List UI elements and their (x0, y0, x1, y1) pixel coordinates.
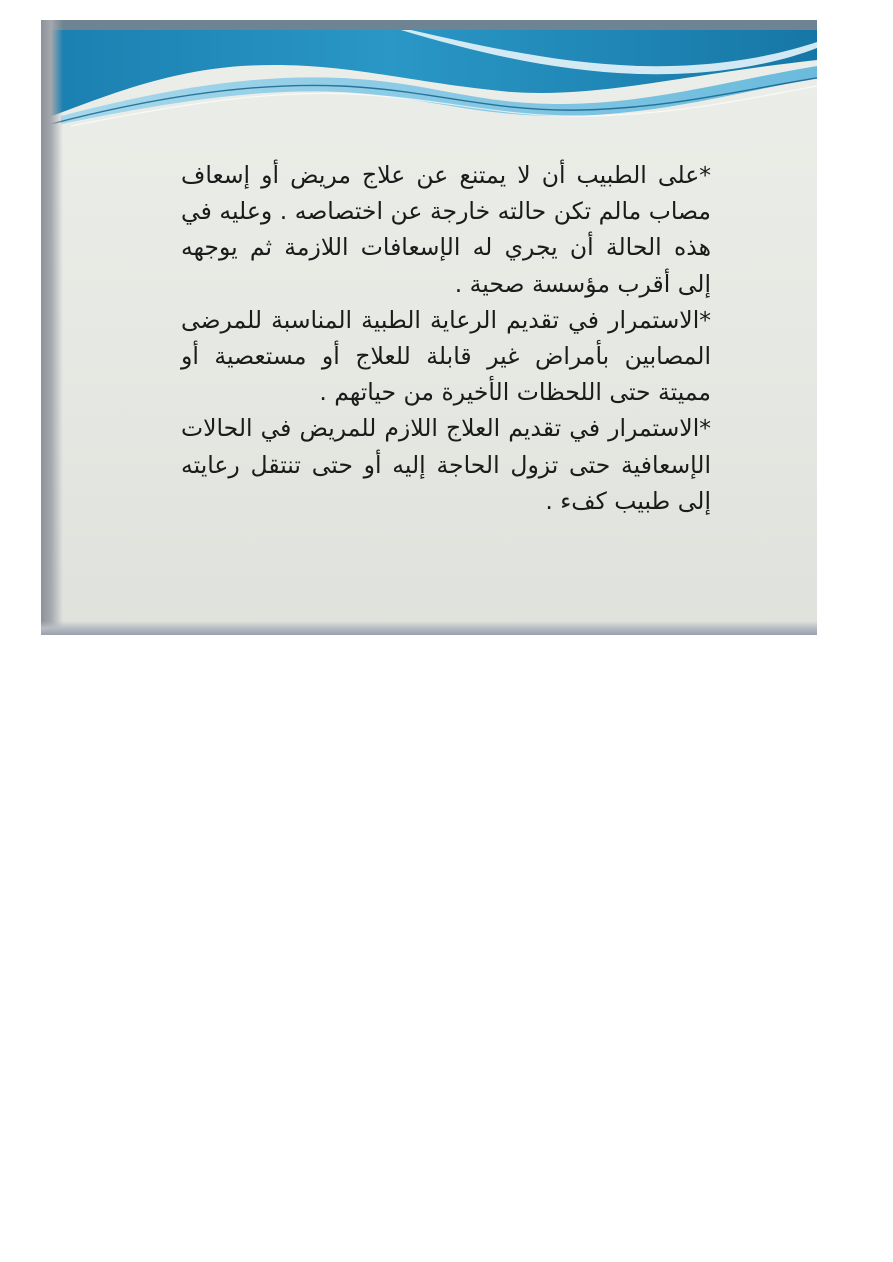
slide-photo (41, 20, 817, 635)
paragraph-3: *الاستمرار في تقديم العلاج اللازم للمريض في الحالات الإسعافية حتى تزول الحاجة إليه أو حتى تنتقل رعايته إلى طبيب كفء . (181, 414, 711, 515)
header-swoosh-graphic (41, 20, 817, 140)
paragraph-1: *على الطبيب أن لا يمتنع عن علاج مريض أو إسعاف مصاب مالم تكن حالته خارجة عن اختصاصه . وعليه في هذه الحالة أن يجري له الإسعافات اللازمة ثم يوجهه إلى أقرب مؤسسة صحية . (181, 161, 711, 298)
paragraph-2: *الاستمرار في تقديم الرعاية الطبية المناسبة للمرضى المصابين بأمراض غير قابلة للعلاج أو مستعصية أو مميتة حتى اللحظات الأخيرة من حياتهم . (181, 305, 711, 407)
photo-edge-bottom (41, 621, 817, 635)
slide-body-text (181, 157, 711, 519)
photo-edge-left (41, 20, 63, 635)
